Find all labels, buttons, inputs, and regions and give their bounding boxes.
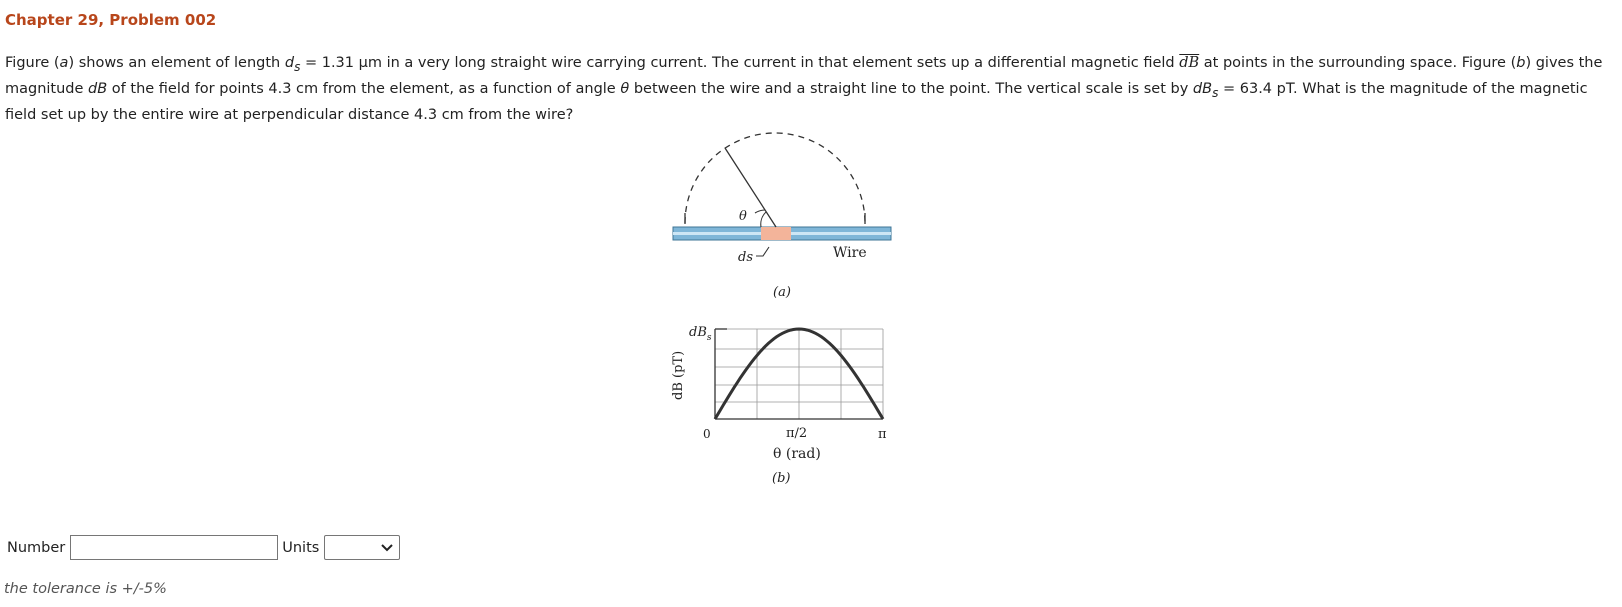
chevron-down-icon [381, 544, 393, 552]
y-axis-label: dB (pT) [671, 350, 686, 400]
x-tick-pi: π [878, 427, 887, 442]
x-tick-half-pi: π/2 [786, 426, 808, 441]
ds-label: ds [738, 250, 753, 265]
problem-statement: Figure (a) shows an element of length $d_s = 1.31$ μm in a very long straight wire carrying current. The current in that element sets up a differential magnetic field $\overline{dB}$ at points in the surrounding space. Figure (b) gives the magnitude dB of the field for points 4.3 cm from the element, as a function of angle θ between the wire and a straight line to the point. The vertical scale is set by $dB_s = 63.4$ pT. What is the magnitude of the magnetic field set up by the entire wire at perpendicular distance 4.3 cm from the wire? [5, 55, 1603, 123]
number-label: Number [7, 539, 66, 556]
wire-label: Wire [833, 245, 867, 261]
figure-container [665, 126, 905, 500]
dB-vector: $\overline{dB}$ [1179, 55, 1200, 71]
current-element [761, 227, 791, 240]
x-axis-label: θ (rad) [773, 446, 821, 462]
answer-row [7, 535, 400, 560]
x-tick-0: 0 [703, 427, 711, 441]
dashed-arc [685, 133, 865, 223]
figure-a [673, 133, 891, 300]
caption-a: (a) [773, 285, 791, 300]
theta-label: θ [739, 209, 747, 224]
y-top-label: $dB_s$ [689, 325, 712, 343]
tolerance-note: the tolerance is +/-5% [4, 581, 167, 597]
figure-b [671, 325, 887, 486]
problem-title: Chapter 29, Problem 002 [5, 11, 217, 29]
units-dropdown[interactable] [324, 535, 400, 560]
theta-arc-inner [761, 212, 766, 227]
theta-arc [755, 210, 765, 213]
units-label: Units [282, 539, 320, 556]
figure-svg [665, 126, 905, 496]
ds-pointer [756, 247, 769, 256]
grid [715, 329, 883, 419]
radius-line [725, 148, 776, 227]
caption-b: (b) [772, 471, 791, 486]
number-input[interactable] [70, 535, 278, 560]
